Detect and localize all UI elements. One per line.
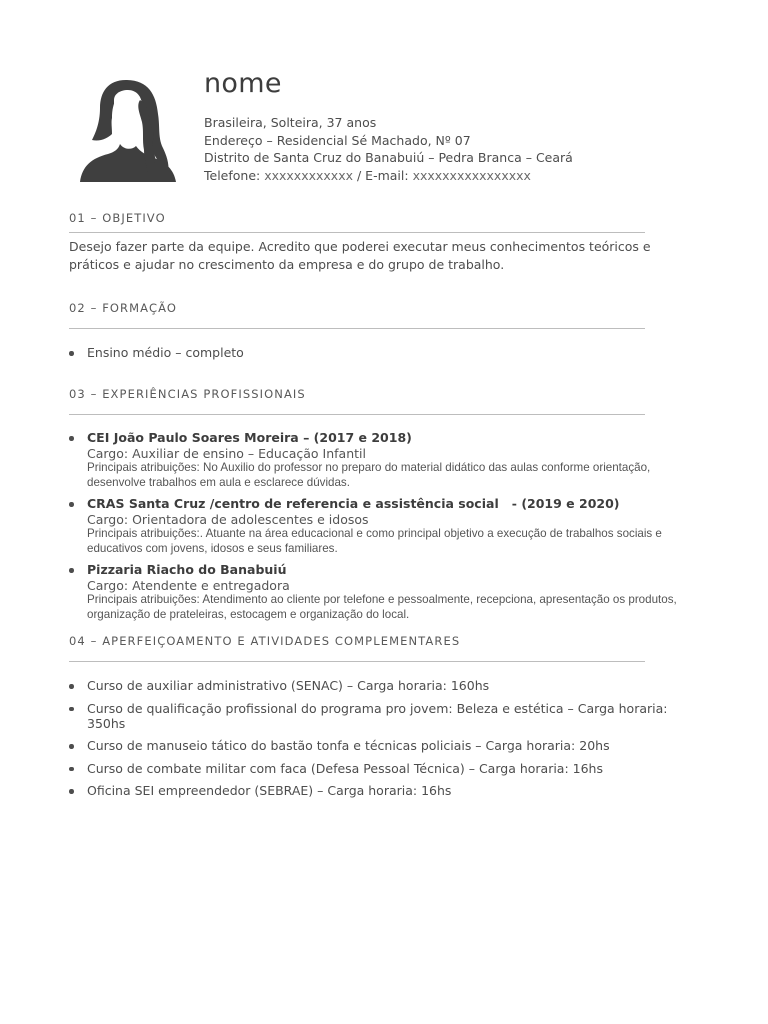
candidate-name: nome	[204, 68, 282, 99]
section-title-experience: 03 – EXPERIÊNCIAS PROFISSIONAIS	[69, 387, 306, 401]
section-divider	[69, 232, 645, 233]
course-item: Curso de qualificação profissional do programa pro jovem: Beleza e estética – Carga horaria: 350hs	[87, 700, 668, 731]
list-item	[69, 678, 699, 693]
job-description: Principais atribuições:. Atuante na área educacional e como principal objetivo a execução de trabalhos sociais e educativos com jovens, idosos e seus familiares.	[87, 527, 662, 555]
list-item	[69, 430, 699, 490]
job-title: Pizzaria Riacho do Banabuiú	[87, 562, 287, 577]
contact-block	[204, 114, 573, 184]
female-avatar-icon	[78, 78, 178, 184]
address-line: Endereço – Residencial Sé Machado, Nº 07	[204, 132, 471, 148]
phone-value: xxxxxxxxxxxx	[264, 167, 353, 183]
phone-email-line	[204, 167, 573, 185]
bullet-icon	[69, 744, 74, 749]
courses-list	[69, 678, 699, 806]
district-line: Distrito de Santa Cruz do Banabuiú – Pedra Branca – Ceará	[204, 150, 573, 165]
education-list	[69, 345, 699, 360]
job-title: CRAS Santa Cruz /centro de referencia e assistência social - (2019 e 2020)	[87, 496, 620, 511]
bullet-icon	[69, 767, 74, 772]
list-item	[69, 761, 699, 776]
education-item: Ensino médio – completo	[87, 345, 244, 360]
list-item	[69, 701, 699, 731]
bullet-icon	[69, 436, 74, 441]
bullet-icon	[69, 502, 74, 507]
objective-text: Desejo fazer parte da equipe. Acredito que poderei executar meus conhecimentos teóricos e práticos e ajudar no crescimento da empresa e do grupo de trabalho.	[69, 239, 651, 272]
section-title-objective: 01 – OBJETIVO	[69, 211, 166, 225]
job-role: Cargo: Auxiliar de ensino – Educação Infantil	[87, 446, 366, 461]
course-item: Oficina SEI empreendedor (SEBRAE) – Carga horaria: 16hs	[87, 783, 452, 798]
section-title-education: 02 – FORMAÇÃO	[69, 301, 177, 315]
bullet-icon	[69, 568, 74, 573]
bullet-icon	[69, 351, 74, 356]
list-item	[69, 345, 699, 360]
email-label: E-mail:	[365, 167, 413, 183]
course-item: Curso de combate militar com faca (Defesa Pessoal Técnica) – Carga horaria: 16hs	[87, 760, 603, 776]
list-item	[69, 562, 699, 622]
email-value: xxxxxxxxxxxxxxxx	[412, 167, 531, 183]
section-divider	[69, 661, 645, 662]
section-divider	[69, 414, 645, 415]
phone-label: Telefone:	[204, 167, 265, 183]
section-title-courses: 04 – APERFEIÇOAMENTO E ATIVIDADES COMPLEMENTARES	[69, 634, 461, 648]
section-divider	[69, 328, 645, 329]
list-item	[69, 783, 699, 798]
course-item: Curso de manuseio tático do bastão tonfa e técnicas policiais – Carga horaria: 20hs	[87, 738, 610, 753]
job-role: Cargo: Orientadora de adolescentes e idosos	[87, 512, 369, 527]
job-role: Cargo: Atendente e entregadora	[87, 578, 290, 593]
job-description: Principais atribuições: No Auxilio do professor no preparo do material didático das aulas conforme orientação, desenvolve trabalhos em aula e esclarece dúvidas.	[87, 461, 651, 489]
course-item: Curso de auxiliar administrativo (SENAC) – Carga horaria: 160hs	[87, 678, 490, 693]
contact-separator: /	[353, 167, 366, 183]
list-item	[69, 496, 699, 556]
bullet-icon	[69, 684, 74, 689]
experience-list	[69, 430, 699, 622]
list-item	[69, 738, 699, 753]
personal-info: Brasileira, Solteira, 37 anos	[204, 115, 377, 130]
job-description: Principais atribuições: Atendimento ao cliente por telefone e pessoalmente, recepciona, apresentação os produtos, organização de prateleiras, estocagem e organização do local.	[87, 593, 677, 621]
bullet-icon	[69, 707, 74, 712]
bullet-icon	[69, 789, 74, 794]
job-title: CEI João Paulo Soares Moreira – (2017 e 2018)	[87, 430, 412, 445]
